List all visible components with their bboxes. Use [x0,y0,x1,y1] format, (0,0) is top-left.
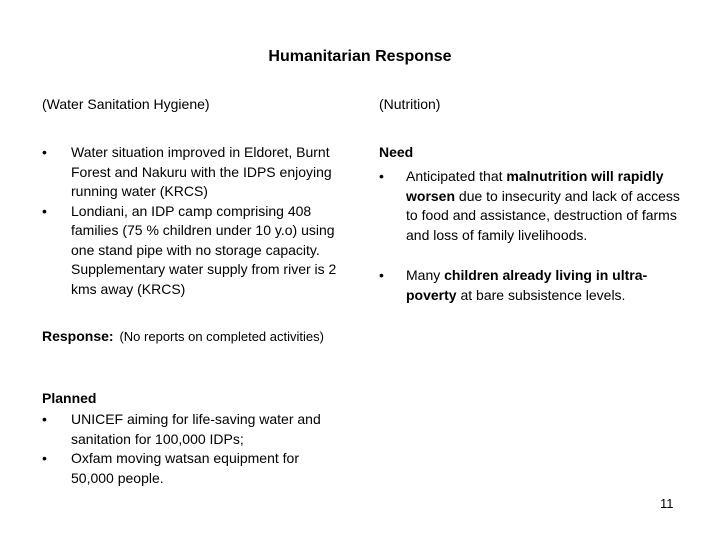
page-number: 11 [660,496,674,511]
bullet-icon: • [42,450,47,466]
wash-heading: (Water Sanitation Hygiene) [42,96,210,112]
bullet-icon: • [42,144,47,160]
planned-label: Planned [42,390,97,406]
planned-bullet-1 [42,410,342,449]
slide-title: Humanitarian Response [268,48,452,65]
wash-bullet-2 [42,202,352,300]
bullet-icon: • [379,267,384,283]
need-bullet-2-post: at bare subsistence levels. [456,286,626,303]
need-bullet-2-text [406,266,684,305]
need-bullet-2-bold: children already living in ultra-poverty [406,267,648,303]
wash-bullet-list [42,143,352,299]
planned-bullet-2-text: Oxfam moving watsan equipment for 50,000 people. [71,450,299,486]
need-bullet-2 [379,266,684,305]
wash-bullet-1 [42,143,352,202]
wash-bullet-1-text: Water situation improved in Eldoret, Burnt Forest and Nakuru with the IDPS enjoying running water (KRCS) [71,144,332,199]
response-note: (No reports on completed activities) [119,329,324,344]
need-bullet-1-bold: malnutrition will rapidly worsen [406,168,664,204]
bullet-icon: • [42,202,47,219]
need-bullet-list [379,167,684,305]
need-bullet-1-pre: Anticipated that [406,168,507,184]
planned-bullet-1-text: UNICEF aiming for life-saving water and sanitation for 100,000 IDPs; [71,411,321,447]
planned-bullet-list [42,410,342,488]
wash-bullet-2-text: Londiani, an IDP camp comprising 408 families (75 % children under 10 y.o) using one stand pipe with no storage capacity. Supplementary water supply from river is 2 kms away (KRCS) [71,202,337,297]
need-label: Need [379,144,414,160]
need-bullet-2-pre: Many [406,267,445,283]
need-bullet-1 [379,167,684,245]
nutrition-heading: (Nutrition) [379,96,441,112]
planned-bullet-2 [42,449,342,488]
bullet-icon: • [379,168,384,184]
response-block [42,327,371,346]
need-bullet-1-post: due to insecurity and lack of access to food and assistance, destruction of farms and loss of family livelihoods. [406,187,680,243]
response-label: Response: [42,328,114,344]
need-bullet-1-text [406,167,684,245]
bullet-icon: • [42,411,47,427]
